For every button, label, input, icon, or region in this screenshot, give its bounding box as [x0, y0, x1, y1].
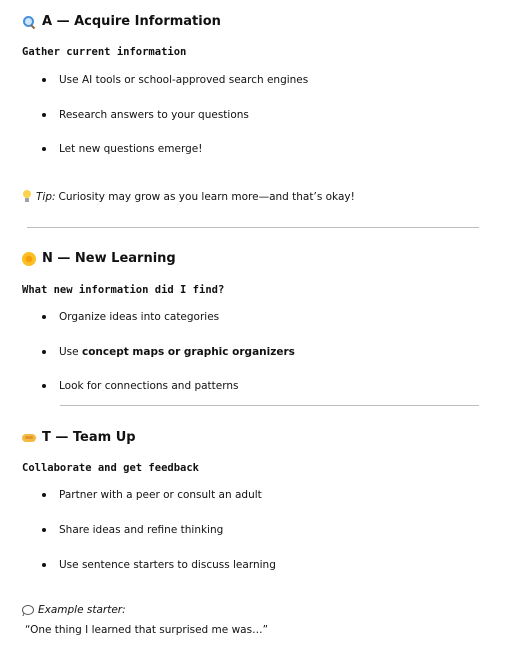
section-t-heading — [22, 430, 136, 445]
section-a-title: A — Acquire Information — [42, 14, 221, 29]
section-a-heading — [22, 14, 221, 29]
bullet-dot — [42, 350, 46, 354]
list-item-text: Partner with a peer or consult an adult — [59, 489, 262, 501]
list-item-text: Research answers to your questions — [59, 109, 249, 121]
bullet-dot — [42, 147, 46, 151]
bullet-dot — [42, 315, 46, 319]
example-starter-label — [22, 604, 126, 616]
list-item — [42, 74, 308, 86]
section-divider — [27, 227, 479, 228]
section-divider — [60, 405, 479, 406]
bullet-dot — [42, 113, 46, 117]
list-item-text: Look for connections and patterns — [59, 380, 239, 392]
section-t-subtitle: Collaborate and get feedback — [22, 462, 200, 474]
list-item — [42, 524, 223, 536]
list-item-text: Share ideas and refine thinking — [59, 524, 224, 536]
tip-callout — [22, 190, 355, 203]
example-quote: “One thing I learned that surprised me was…” — [25, 624, 269, 636]
lightbulb-icon — [22, 190, 32, 203]
example-label-text: Example starter: — [38, 604, 126, 616]
flower-icon — [22, 252, 36, 266]
list-item — [42, 380, 239, 392]
list-item-text: Let new questions emerge! — [59, 143, 203, 155]
section-n-title: N — New Learning — [42, 251, 176, 266]
tip-text: Curiosity may grow as you learn more—and that’s okay! — [58, 190, 355, 203]
handshake-icon — [22, 431, 36, 445]
list-item-text: Use sentence starters to discuss learning — [59, 559, 276, 571]
list-item — [42, 346, 295, 358]
section-n-heading — [22, 251, 176, 266]
bullet-dot — [42, 78, 46, 82]
section-t-title: T — Team Up — [42, 430, 136, 445]
bullet-dot — [42, 563, 46, 567]
list-item — [42, 559, 276, 571]
section-n-subtitle: What new information did I find? — [22, 284, 225, 296]
list-item — [42, 311, 219, 323]
list-item — [42, 489, 262, 501]
list-item-prefix: Use — [59, 346, 79, 358]
magnifying-glass-icon — [22, 15, 36, 29]
list-item-text — [59, 346, 295, 358]
speech-bubble-icon — [22, 605, 34, 616]
list-item-text: Organize ideas into categories — [59, 311, 220, 323]
bullet-dot — [42, 384, 46, 388]
list-item — [42, 143, 202, 155]
section-a-subtitle: Gather current information — [22, 46, 187, 58]
list-item — [42, 109, 249, 121]
bullet-dot — [42, 528, 46, 532]
tip-label: Tip: — [36, 190, 56, 203]
list-item-text: Use AI tools or school-approved search engines — [59, 74, 309, 86]
list-item-bold: concept maps or graphic organizers — [81, 346, 295, 358]
bullet-dot — [42, 493, 46, 497]
